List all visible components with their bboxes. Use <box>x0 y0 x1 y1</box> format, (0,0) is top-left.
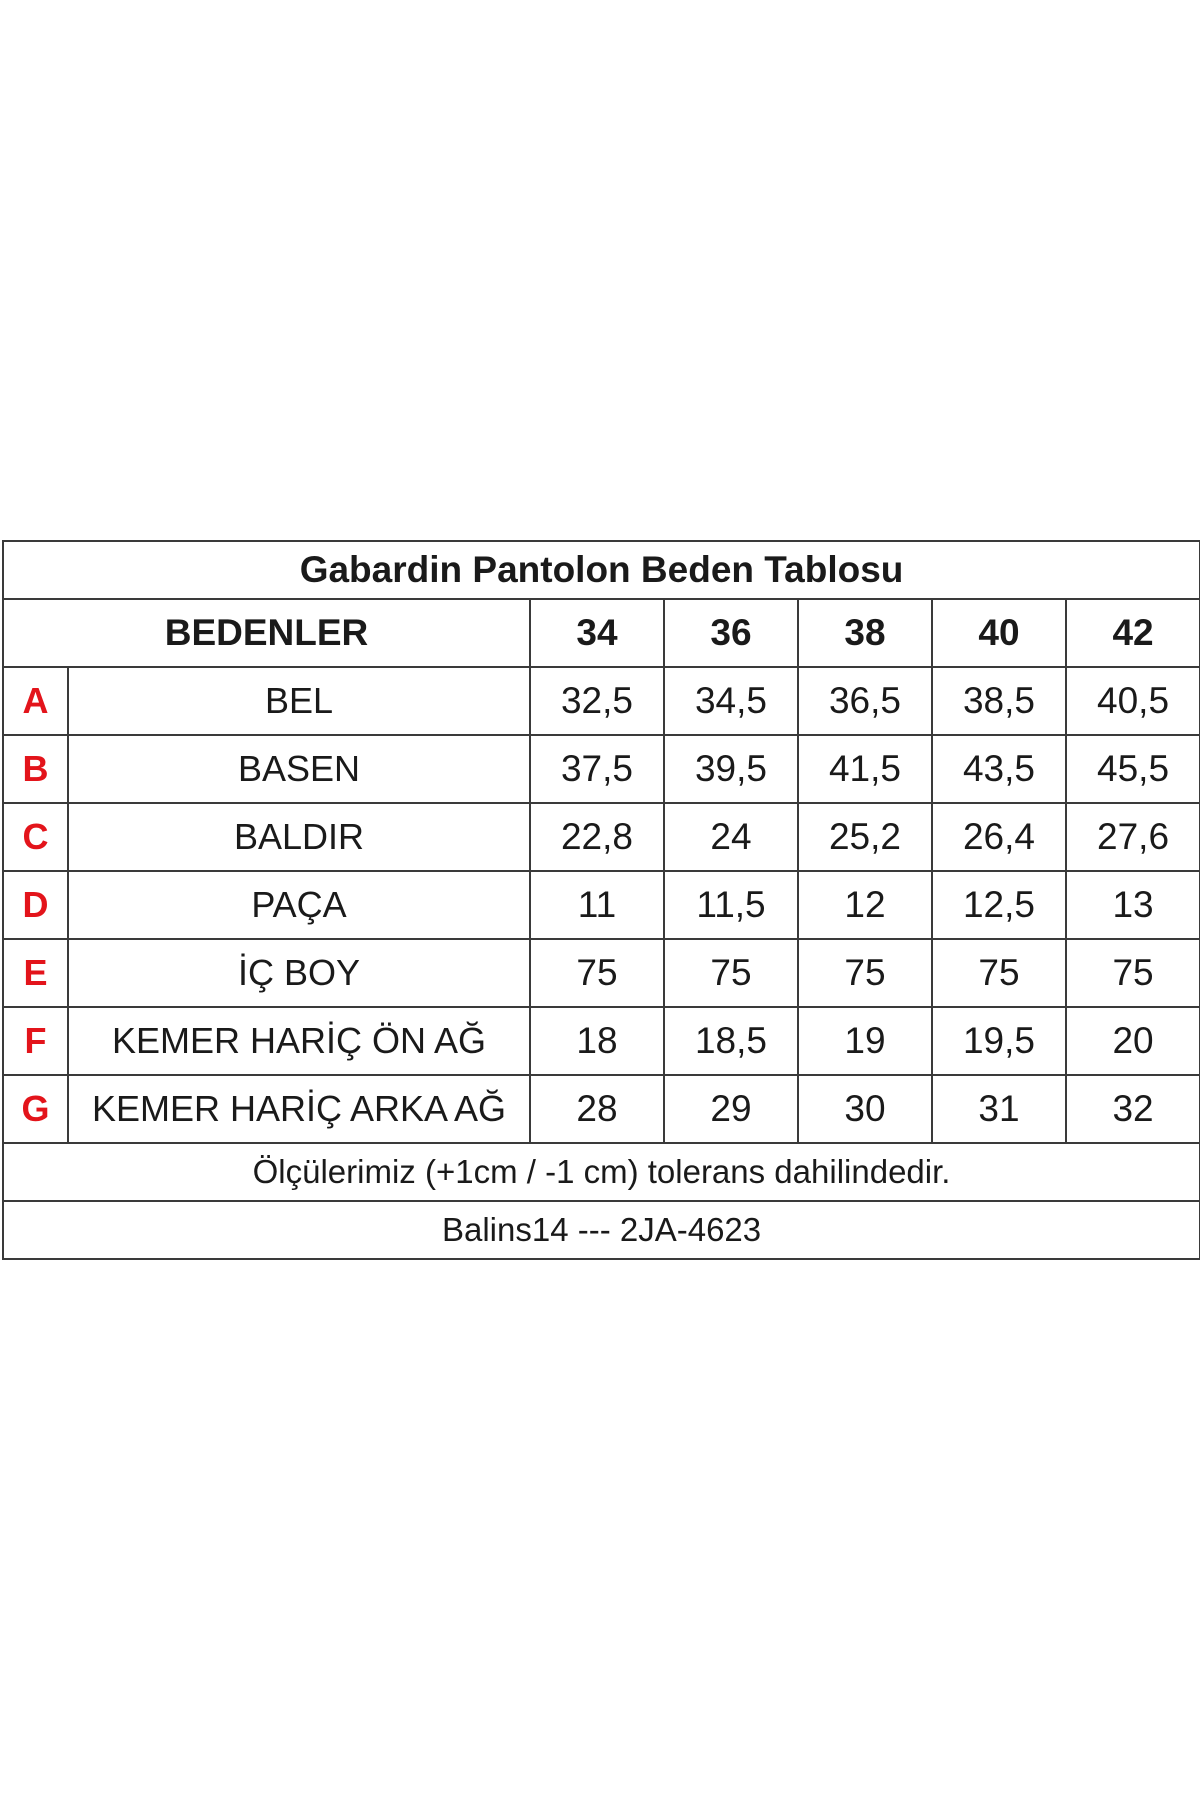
row-letter: F <box>3 1007 68 1075</box>
measurement-name: KEMER HARİÇ ÖN AĞ <box>68 1007 530 1075</box>
tolerance-row <box>3 1143 1200 1201</box>
table-row <box>3 667 1200 735</box>
measurement-value: 28 <box>530 1075 664 1143</box>
table-title: Gabardin Pantolon Beden Tablosu <box>3 541 1200 599</box>
measurement-value: 40,5 <box>1066 667 1200 735</box>
measurement-name: KEMER HARİÇ ARKA AĞ <box>68 1075 530 1143</box>
measurement-value: 75 <box>798 939 932 1007</box>
measurement-value: 24 <box>664 803 798 871</box>
measurement-value: 22,8 <box>530 803 664 871</box>
tolerance-note: Ölçülerimiz (+1cm / -1 cm) tolerans dahilindedir. <box>3 1143 1200 1201</box>
measurement-value: 13 <box>1066 871 1200 939</box>
size-chart-table <box>2 540 1200 1260</box>
product-code-row <box>3 1201 1200 1259</box>
table-row <box>3 1075 1200 1143</box>
row-letter: E <box>3 939 68 1007</box>
measurement-value: 19 <box>798 1007 932 1075</box>
measurement-value: 75 <box>664 939 798 1007</box>
measurement-value: 38,5 <box>932 667 1066 735</box>
measurement-value: 75 <box>932 939 1066 1007</box>
measurement-name: BASEN <box>68 735 530 803</box>
row-letter: G <box>3 1075 68 1143</box>
measurement-value: 75 <box>530 939 664 1007</box>
measurement-value: 11,5 <box>664 871 798 939</box>
measurement-value: 39,5 <box>664 735 798 803</box>
measurement-value: 75 <box>1066 939 1200 1007</box>
measurement-value: 12 <box>798 871 932 939</box>
measurement-value: 11 <box>530 871 664 939</box>
measurement-value: 26,4 <box>932 803 1066 871</box>
measurement-value: 29 <box>664 1075 798 1143</box>
measurement-value: 32 <box>1066 1075 1200 1143</box>
measurement-name: BALDIR <box>68 803 530 871</box>
row-letter: C <box>3 803 68 871</box>
measurement-value: 45,5 <box>1066 735 1200 803</box>
measurement-value: 34,5 <box>664 667 798 735</box>
measurement-value: 25,2 <box>798 803 932 871</box>
sizes-header-label: BEDENLER <box>3 599 530 667</box>
measurement-value: 20 <box>1066 1007 1200 1075</box>
size-header: 42 <box>1066 599 1200 667</box>
size-header: 38 <box>798 599 932 667</box>
measurement-value: 30 <box>798 1075 932 1143</box>
row-letter: A <box>3 667 68 735</box>
table-row <box>3 871 1200 939</box>
header-row <box>3 599 1200 667</box>
row-letter: B <box>3 735 68 803</box>
measurement-value: 43,5 <box>932 735 1066 803</box>
measurement-value: 12,5 <box>932 871 1066 939</box>
title-row <box>3 541 1200 599</box>
size-header: 36 <box>664 599 798 667</box>
measurement-name: PAÇA <box>68 871 530 939</box>
table-row <box>3 1007 1200 1075</box>
measurement-value: 18,5 <box>664 1007 798 1075</box>
measurement-name: İÇ BOY <box>68 939 530 1007</box>
size-header: 34 <box>530 599 664 667</box>
measurement-value: 31 <box>932 1075 1066 1143</box>
product-code: Balins14 --- 2JA-4623 <box>3 1201 1200 1259</box>
table-row <box>3 803 1200 871</box>
size-header: 40 <box>932 599 1066 667</box>
measurement-value: 19,5 <box>932 1007 1066 1075</box>
measurement-value: 18 <box>530 1007 664 1075</box>
measurement-value: 41,5 <box>798 735 932 803</box>
measurement-name: BEL <box>68 667 530 735</box>
measurement-value: 27,6 <box>1066 803 1200 871</box>
table-row <box>3 939 1200 1007</box>
row-letter: D <box>3 871 68 939</box>
measurement-value: 36,5 <box>798 667 932 735</box>
measurement-value: 32,5 <box>530 667 664 735</box>
table-row <box>3 735 1200 803</box>
measurement-value: 37,5 <box>530 735 664 803</box>
